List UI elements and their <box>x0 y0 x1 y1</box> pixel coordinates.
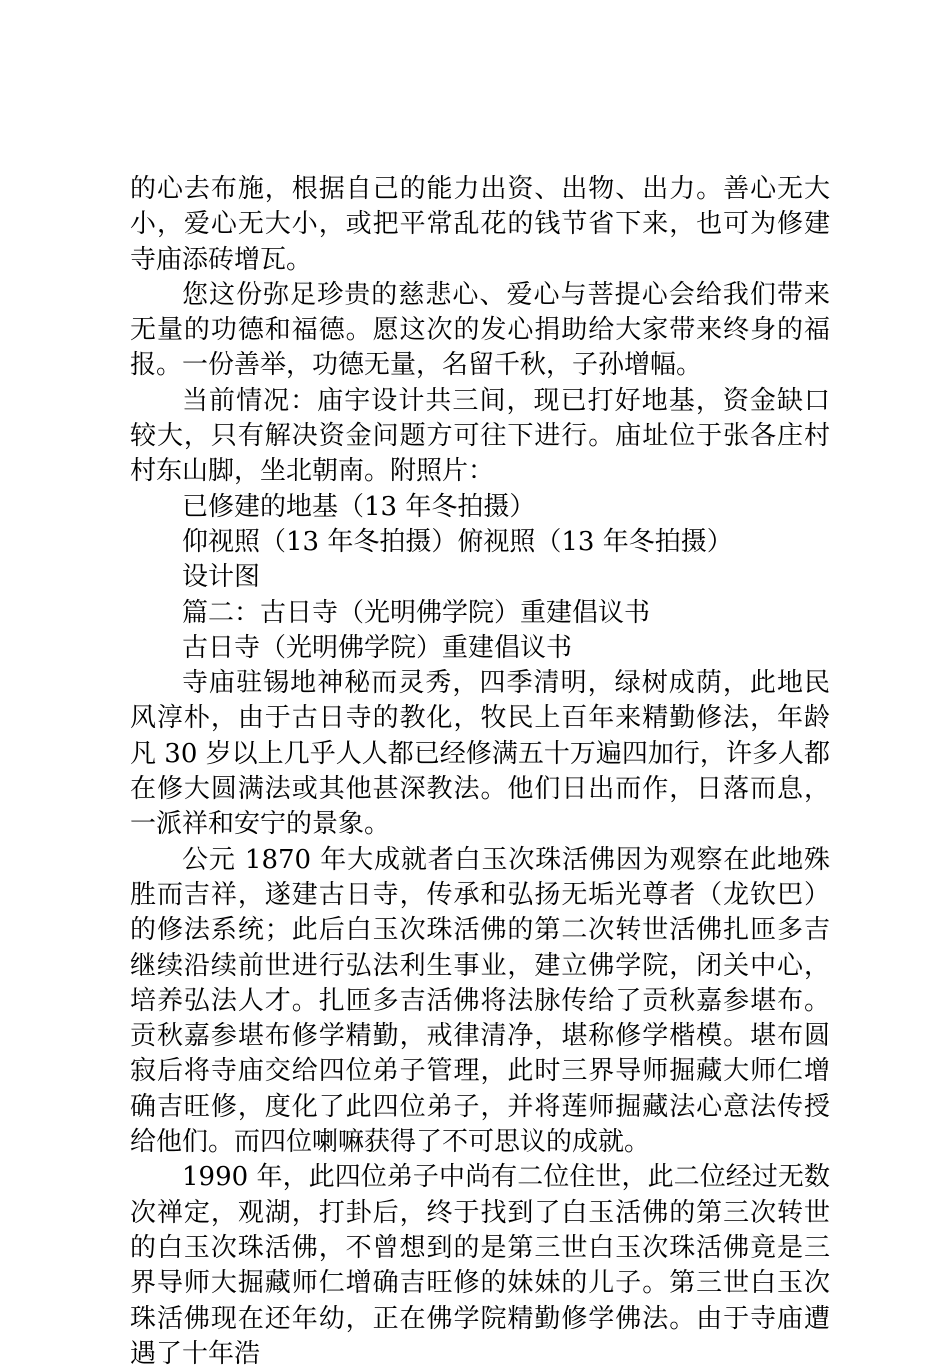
paragraph-5: 仰视照（13 年冬拍摄）俯视照（13 年冬拍摄） <box>182 526 733 557</box>
document-title: 古日寺（光明佛学院）重建倡议书 <box>182 632 573 663</box>
paragraph-6: 设计图 <box>182 562 261 593</box>
paragraph-9: 寺庙驻锡地神秘而灵秀，四季清明，绿树成荫，此地民风淳朴，由于古日寺的教化，牧民上百年来精勤修法，年龄凡 30 岁以上几乎人人都已经修满五十万遍四加行，许多人都在修大圆满法或其他甚深教法。他们日出而作，日落而息，一派祥和安宁的景象。 <box>130 668 830 840</box>
section-heading: 篇二：古日寺（光明佛学院）重建倡议书 <box>182 597 651 628</box>
paragraph-11: 1990 年，此四位弟子中尚有二位住世，此二位经过无数次禅定，观湖，打卦后，终于找到了白玉活佛的第三次转世的白玉次珠活佛，不曾想到的是第三世白玉次珠活佛竟是三界导师大掘藏师仁增确吉旺修的妹妹的儿子。第三世白玉次珠活佛现在还年幼，正在佛学院精勤修学佛法。由于寺庙遭遇了十年浩 <box>130 1162 830 1369</box>
paragraph-4: 已修建的地基（13 年冬拍摄） <box>182 491 536 522</box>
document-page <box>130 172 830 1372</box>
paragraph-1: 的心去布施，根据自己的能力出资、出物、出力。善心无大小，爱心无大小，或把平常乱花的钱节省下来，也可为修建寺庙添砖增瓦。 <box>130 174 830 275</box>
paragraph-2: 您这份弥足珍贵的慈悲心、爱心与菩提心会给我们带来无量的功德和福德。愿这次的发心捐助给大家带来终身的福报。一份善举，功德无量，名留千秋，子孙增幅。 <box>130 279 830 381</box>
paragraph-3: 当前情况：庙宇设计共三间，现已打好地基，资金缺口较大，只有解决资金问题方可往下进行。庙址位于张各庄村村东山脚，坐北朝南。附照片： <box>130 385 830 487</box>
paragraph-10: 公元 1870 年大成就者白玉次珠活佛因为观察在此地殊胜而吉祥，遂建古日寺，传承和弘扬无垢光尊者（龙钦巴）的修法系统；此后白玉次珠活佛的第二次转世活佛扎匝多吉继续沿续前世进行弘法利生事业，建立佛学院，闭关中心，培养弘法人才。扎匝多吉活佛将法脉传给了贡秋嘉参堪布。贡秋嘉参堪布修学精勤，戒律清净，堪称修学楷模。堪布圆寂后将寺庙交给四位弟子管理，此时三界导师掘藏大师仁增确吉旺修，度化了此四位弟子，并将莲师掘藏法心意法传授给他们。而四位喇嘛获得了不可思议的成就。 <box>130 844 830 1158</box>
